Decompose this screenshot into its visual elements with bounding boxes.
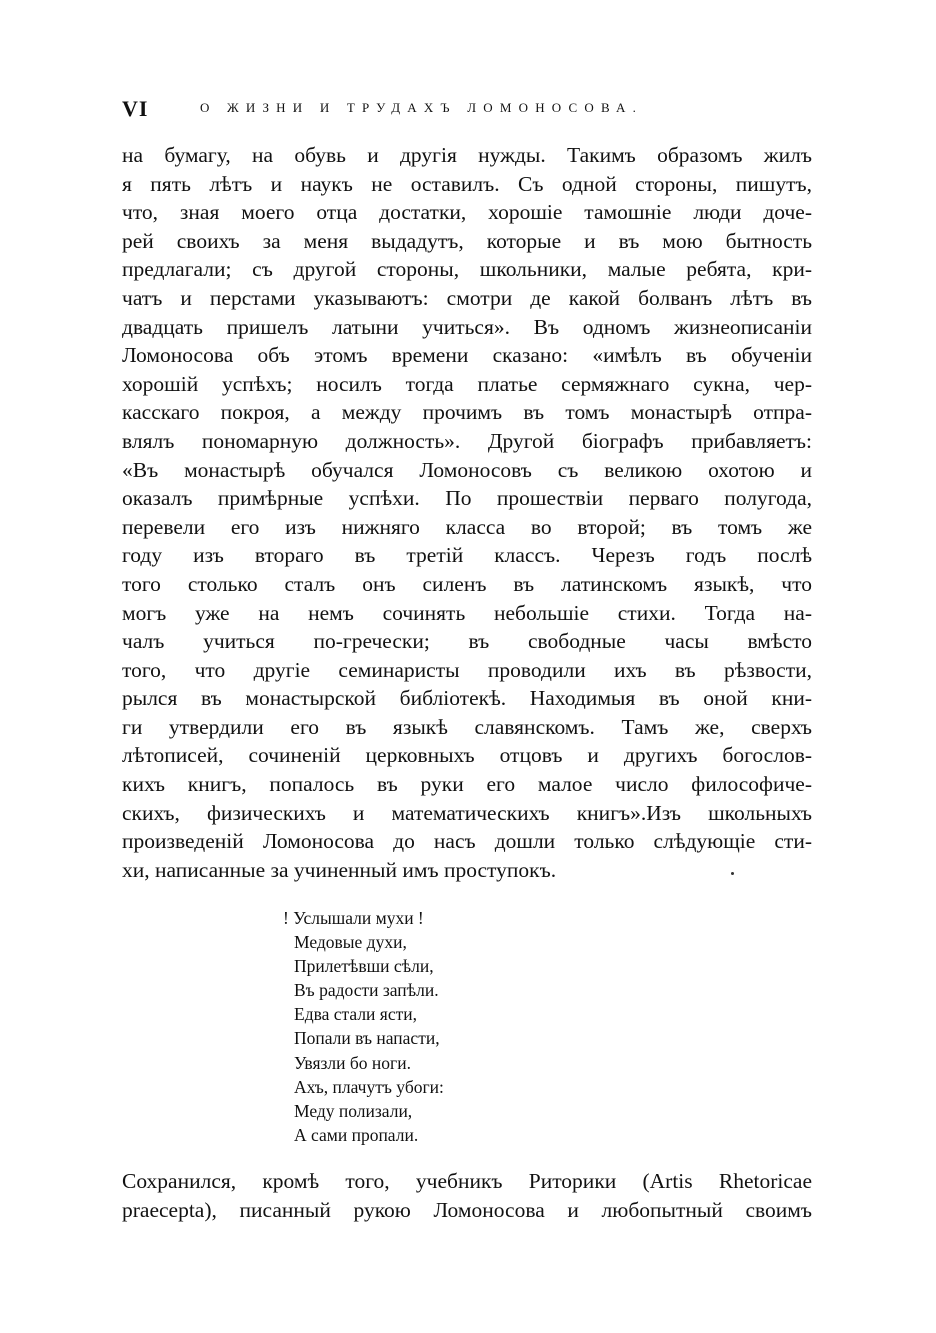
text-line: того столько сталъ онъ силенъ въ латинскомъ языкѣ, что xyxy=(122,571,812,596)
poem-line: Ахъ, плачутъ убоги: xyxy=(294,1076,444,1097)
text-line: Ломоносова объ этомъ времени сказано: «имѣлъ въ обученіи xyxy=(122,343,812,368)
running-title: О ЖИЗНИ И ТРУДАХЪ ЛОМОНОСОВА. xyxy=(200,100,644,115)
poem-line: Медовые духи, xyxy=(294,932,407,953)
poem-line: Едва стали ясти, xyxy=(294,1004,417,1025)
text-line: предлагали; съ другой стороны, школьники, малые ребята, кри- xyxy=(122,257,812,282)
poem-line: Увязли бо ноги. xyxy=(294,1052,411,1073)
text-line: чалъ учиться по-гречески; въ свободные часы вмѣсто xyxy=(122,629,812,654)
text-line: двадцать пришелъ латыни учиться». Въ одномъ жизнеописаніи xyxy=(122,314,812,339)
poem-line: Въ радости запѣли. xyxy=(294,980,439,1001)
text-line: произведеній Ломоносова до насъ дошли только слѣдующіе сти- xyxy=(122,829,812,854)
poem-line: Прилетѣвши сѣли, xyxy=(294,956,434,977)
text-line: того, что другіе семинаристы проводили ихъ въ рѣзвости, xyxy=(122,657,812,682)
text-line: оказалъ примѣрные успѣхи. По прошествіи перваго полугода, xyxy=(122,486,812,511)
text-line: влялъ пономарную должность». Другой біографъ прибавляетъ: xyxy=(122,428,812,453)
text-line: могъ уже на немъ сочинять небольшіе стихи. Тогда на- xyxy=(122,600,812,625)
text-line: чатъ и перстами указываютъ: смотри де какой болванъ лѣтъ въ xyxy=(122,285,812,310)
text-line: что, зная моего отца достатки, хорошіе тамошніе люди доче- xyxy=(122,200,812,225)
poem-line: ! Услышали мухи ! xyxy=(283,908,424,928)
text-line: praecepta), писанный рукою Ломоносова и любопытный своимъ xyxy=(122,1197,812,1222)
text-line: лѣтописей, сочиненій церковныхъ отцовъ и другихъ богослов- xyxy=(122,743,812,768)
poem-line: А сами пропали. xyxy=(294,1124,419,1145)
running-head xyxy=(122,96,812,120)
main-paragraph xyxy=(122,141,812,884)
text-line: кихъ книгъ, попалось въ руки его малое число философиче- xyxy=(122,772,812,797)
print-speck xyxy=(731,872,734,875)
text-line: ги утвердили его въ языкѣ славянскомъ. Тамъ же, сверхъ xyxy=(122,714,812,739)
text-line: Сохранился, кромѣ того, учебникъ Риторики (Artis Rhetoricae xyxy=(122,1169,812,1193)
text-line: хорошій успѣхъ; носилъ тогда платье сермяжнаго сукна, чер- xyxy=(122,371,812,396)
text-line: году изъ втораго въ третій классъ. Черезъ годъ послѣ xyxy=(122,543,812,568)
text-line: касскаго покроя, а между прочимъ въ томъ монастырѣ отпра- xyxy=(122,400,812,425)
text-line: «Въ монастырѣ обучался Ломоносовъ съ великою охотою и xyxy=(122,457,812,482)
text-line: я пять лѣтъ и наукъ не оставилъ. Съ одной стороны, пишутъ, xyxy=(122,171,812,196)
poem-line: Меду полизали, xyxy=(294,1100,413,1121)
text-line: рылся въ монастырской библіотекѣ. Находимыя въ оной кни- xyxy=(122,686,812,711)
closing-paragraph xyxy=(122,1167,812,1224)
text-line: хи, написанные за учиненный имъ проступокъ. xyxy=(122,857,557,882)
text-line: перевели его изъ нижняго класса во второй; въ томъ же xyxy=(122,514,812,539)
poem xyxy=(283,906,444,1147)
text-line: рей своихъ за меня выдадутъ, которые и въ мою бытность xyxy=(122,228,812,253)
text-line: скихъ, физическихъ и математическихъ книгъ».Изъ школьныхъ xyxy=(122,800,812,825)
page-number: VI xyxy=(122,96,149,121)
poem-line: Попали въ напасти, xyxy=(294,1028,440,1049)
text-line: на бумагу, на обувь и другія нужды. Такимъ образомъ жилъ xyxy=(122,143,812,167)
